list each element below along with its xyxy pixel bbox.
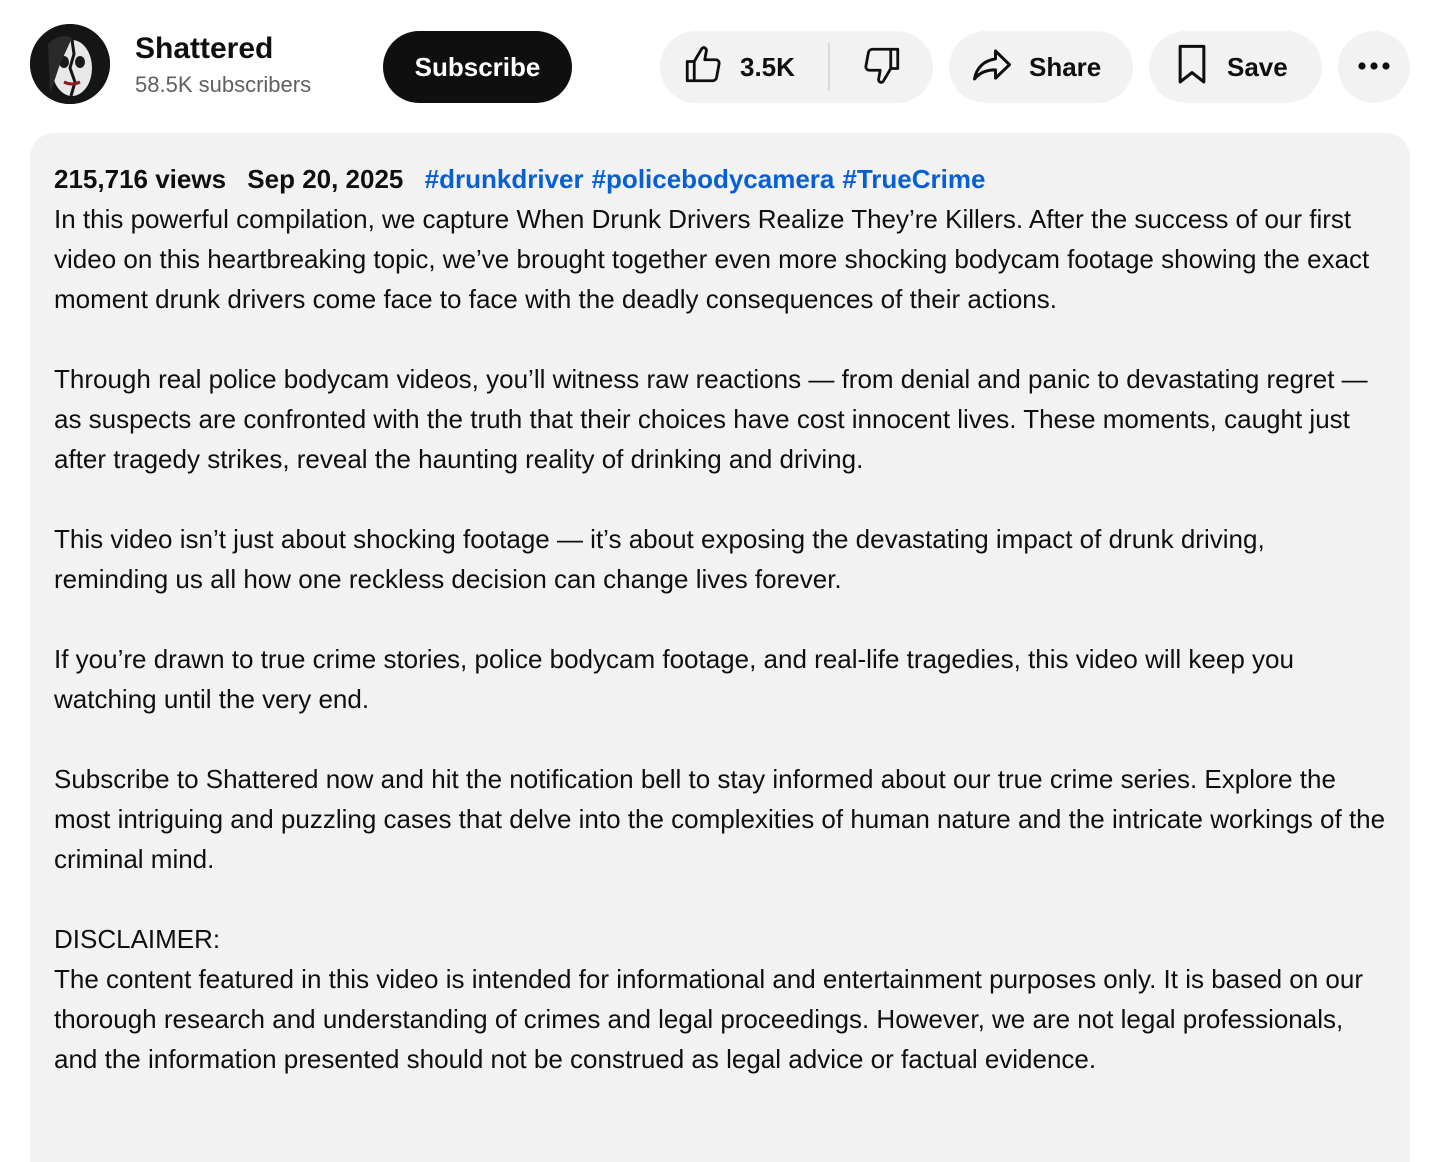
hashtag-link[interactable]: #TrueCrime	[842, 164, 986, 194]
like-button[interactable]	[660, 31, 828, 103]
description-paragraph: In this powerful compilation, we capture When Drunk Drivers Realize They’re Killers. After the success of our first video on this heartbreaking topic, we’ve brought together even more shocking bodycam footage showing the exact moment drunk drivers come face to face with the deadly consequences of their actions.	[54, 204, 1370, 314]
paragraph-spacer	[54, 719, 1386, 759]
description-paragraph: This video isn’t just about shocking footage — it’s about exposing the devastating impact of drunk driving, reminding us all how one reckless decision can change lives forever.	[54, 524, 1265, 594]
share-button[interactable]	[949, 31, 1133, 103]
description-paragraph: Through real police bodycam videos, you’ll witness raw reactions — from denial and panic to devastating regret — as suspects are confronted with the truth that their choices have cost innocent lives. These moments, caught just after tragedy strikes, reveal the haunting reality of drinking and driving.	[54, 364, 1368, 474]
description-meta	[54, 159, 1386, 199]
thumbs-up-icon	[682, 44, 724, 91]
description-paragraph: Subscribe to Shattered now and hit the notification bell to stay informed about our true crime series. Explore the most intriguing and puzzling cases that delve into the complexities of human nature and the intricate workings of the criminal mind.	[54, 764, 1386, 874]
upload-date: Sep 20, 2025	[247, 164, 404, 194]
share-icon	[969, 44, 1015, 91]
disclaimer-text: The content featured in this video is intended for informational and entertainment purposes only. It is based on our thorough research and understanding of crimes and legal proceedings. However, we are not legal professionals, and the information presented should not be construed as legal advice or factual evidence.	[54, 964, 1363, 1074]
avatar-image	[30, 24, 110, 104]
subscribe-button[interactable]: Subscribe	[383, 31, 572, 103]
paragraph-spacer	[54, 319, 1386, 359]
share-label: Share	[1029, 51, 1102, 82]
hashtag-link[interactable]: #drunkdriver	[424, 164, 584, 194]
more-horizontal-icon	[1357, 58, 1391, 76]
paragraph-spacer	[54, 479, 1386, 519]
bookmark-icon	[1171, 43, 1213, 92]
paragraph-spacer	[54, 879, 1386, 919]
view-count: 215,716 views	[54, 164, 227, 194]
thumbs-down-icon	[861, 44, 903, 91]
description-panel[interactable]	[30, 133, 1410, 1162]
like-dislike-group	[660, 31, 933, 103]
description-paragraph: If you’re drawn to true crime stories, police bodycam footage, and real-life tragedies, this video will keep you watching until the very end.	[54, 644, 1294, 714]
save-button[interactable]	[1149, 31, 1322, 103]
channel-info	[135, 30, 311, 100]
disclaimer-heading: DISCLAIMER:	[54, 924, 221, 954]
hashtag-link[interactable]: #policebodycamera	[591, 164, 835, 194]
subscriber-count: 58.5K subscribers	[135, 72, 312, 97]
more-actions-button[interactable]	[1338, 31, 1410, 103]
channel-name[interactable]: Shattered	[135, 32, 274, 65]
save-label: Save	[1227, 51, 1288, 82]
like-count: 3.5K	[740, 51, 795, 82]
paragraph-spacer	[54, 599, 1386, 639]
dislike-button[interactable]	[830, 31, 933, 103]
channel-avatar[interactable]	[30, 24, 110, 104]
channel-row	[30, 24, 1410, 106]
